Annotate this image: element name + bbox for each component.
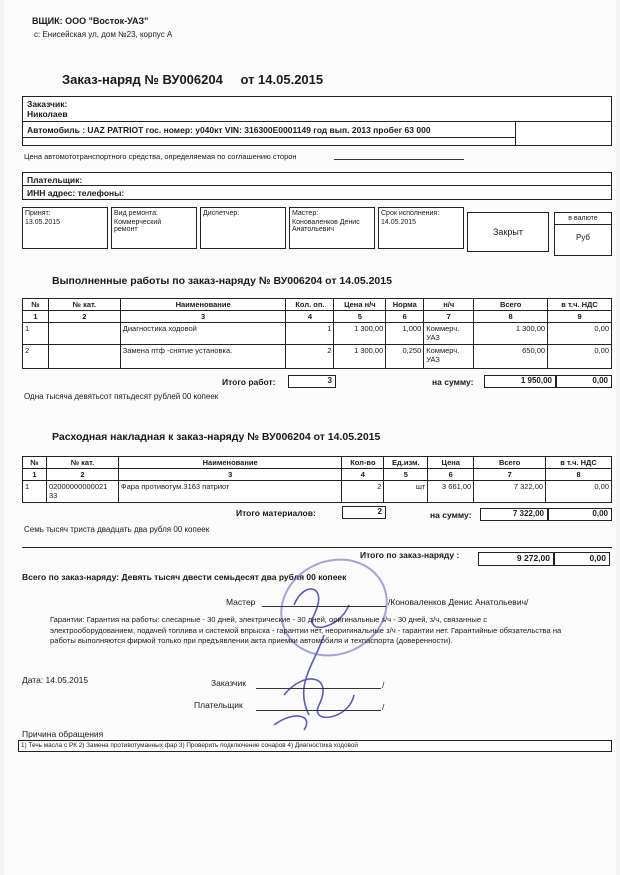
materials-total-label: Итого материалов: xyxy=(236,508,316,518)
divider xyxy=(22,547,612,548)
materials-sum: 7 322,00 xyxy=(480,508,548,521)
document-date: Дата: 14.05.2015 xyxy=(22,675,89,685)
grand-total-label: Итого по заказ-наряду : xyxy=(360,550,460,560)
price-line xyxy=(334,159,464,160)
master-sign-label: Мастер xyxy=(226,597,256,607)
works-sum-vat: 0,00 xyxy=(556,375,612,388)
customer-label: Заказчик: xyxy=(27,99,68,109)
repair-type-box: Вид ремонта: Коммерческий ремонт xyxy=(111,207,197,249)
payer-sign-slash: / xyxy=(382,702,385,712)
works-header-row: № № кат. Наименование Кол. оп. Цена н/ч Норма н/ч Всего в т.ч. НДС xyxy=(23,299,612,311)
customer-sign-slash: / xyxy=(382,680,385,690)
works-sum: 1 950,00 xyxy=(484,375,556,388)
customer-block xyxy=(22,96,612,146)
payer-sign-line xyxy=(256,710,381,711)
master-sign-line xyxy=(262,606,386,607)
works-sum-words: Одна тысяча девятьсот пятьдесят рублей 00 копеек xyxy=(24,392,219,401)
supplier-line: ВЩИК: ООО "Восток-УАЗ" xyxy=(32,16,149,26)
master-name: /Коноваленков Денис Анатольевич/ xyxy=(388,597,529,607)
document-page xyxy=(4,0,616,875)
grand-total-sum: 9 272,00 xyxy=(478,552,554,566)
received-box: Принят: 13.05.2015 xyxy=(22,207,108,249)
master-box: Мастер: Коноваленков Денис Анатольевич xyxy=(289,207,375,249)
status-badge: Закрыт xyxy=(467,212,549,252)
car-info: Автомобиль : UAZ PATRIOT гос. номер: у040кт VIN: 316300E0001149 год вып. 2013 пробег 63 000 xyxy=(27,125,431,135)
materials-total-count: 2 xyxy=(342,506,386,519)
currency-box: в валюте Руб xyxy=(554,212,612,256)
order-date: от 14.05.2015 xyxy=(240,72,324,87)
works-table xyxy=(22,298,612,369)
deadline-box: Срок исполнения: 14.05.2015 xyxy=(378,207,464,249)
materials-number-row: 1 2 3 4 5 6 7 8 xyxy=(23,469,612,481)
customer-sign-label: Заказчик xyxy=(211,678,246,688)
materials-sum-label: на сумму: xyxy=(430,510,472,520)
reason-text: 1) Течь масла с РК 2) Замена противотуманных фар 3) Проверить подключение сонаров 4) Диагностика ходовой xyxy=(18,740,612,752)
grand-total-vat: 0,00 xyxy=(554,552,610,566)
payer-block xyxy=(22,172,612,200)
works-title: Выполненные работы по заказ-наряду № ВУ006204 от 14.05.2015 xyxy=(52,275,392,287)
customer-sign-line xyxy=(256,688,381,689)
price-note: Цена автомототранспортного средства, определяемая по соглашению сторон xyxy=(24,152,297,161)
table-row: 2 Замена птф -снятие установка. 2 1 300,00 0,250 Коммерч. УАЗ 650,00 0,00 xyxy=(23,345,612,369)
materials-sum-words: Семь тысяч триста двадцать два рубля 00 копеек xyxy=(24,525,210,534)
payer-label: Плательщик: xyxy=(27,175,83,185)
payer-line: ИНН адрес: телефоны: xyxy=(27,188,125,198)
warranty-text: Гарантии: Гарантия на работы: слесарные - 30 дней, электрические - 30 дней, оригинальные з/ч - 30 дней, з/ч, связанные с электрооборудованием, подачей топлива и системой впрыска - гарантии нет, неоригинальные з/ч - гарантии нет. Гарантийные обязательства на работы выполняются фирмой только при предъявлении акта приемки автомобиля и техпаспорта (доверенности). xyxy=(50,615,562,645)
works-number-row: 1 2 3 4 5 6 7 8 9 xyxy=(23,311,612,323)
order-number: Заказ-наряд № ВУ006204 xyxy=(62,72,223,87)
table-row: 1 Диагностика ходовой 1 1 300,00 1,000 Коммерч. УАЗ 1 300,00 0,00 xyxy=(23,323,612,345)
customer-name: Николаев xyxy=(27,109,68,119)
works-total-label: Итого работ: xyxy=(222,377,276,387)
supplier-address: с: Енисейская ул, дом №23, корпус А xyxy=(34,30,173,39)
grand-total-words: Всего по заказ-наряду: Девять тысяч двести семьдесят два рубля 00 копеек xyxy=(22,572,347,582)
payer-sign-label: Плательщик xyxy=(194,700,243,710)
materials-title: Расходная накладная к заказ-наряду № ВУ006204 от 14.05.2015 xyxy=(52,431,381,443)
works-sum-label: на сумму: xyxy=(432,377,474,387)
materials-header-row: № № кат. Наименование Кол-во Ед.изм. Цена Всего в т.ч. НДС xyxy=(23,457,612,469)
materials-table xyxy=(22,456,612,503)
reason-label: Причина обращения xyxy=(22,729,104,739)
table-row: 1 02000000000021 33 Фара противотум.3163 патриот 2 шт 3 661,00 7 322,00 0,00 xyxy=(23,481,612,503)
materials-sum-vat: 0,00 xyxy=(548,508,612,521)
dispatcher-box: Диспетчер: xyxy=(200,207,286,249)
page-title xyxy=(62,72,323,87)
works-total-count: 3 xyxy=(288,375,336,388)
